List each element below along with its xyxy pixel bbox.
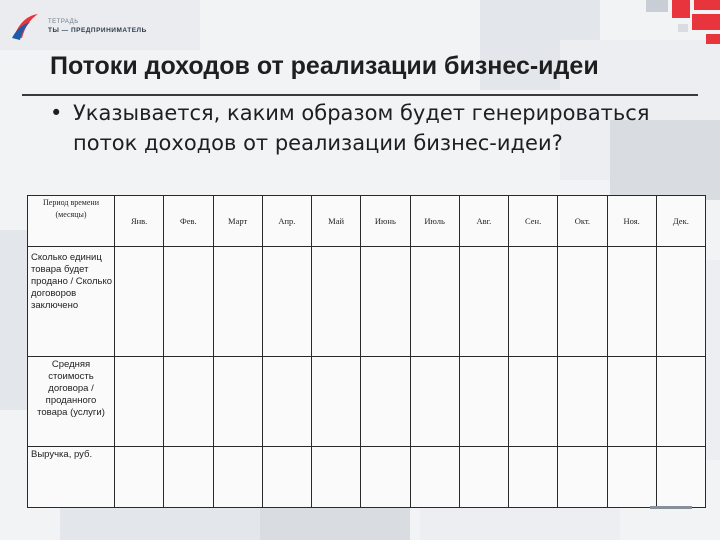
- month-header: Апр.: [262, 196, 311, 247]
- table-cell[interactable]: [509, 357, 558, 447]
- table-cell[interactable]: [213, 357, 262, 447]
- month-header: Май: [312, 196, 361, 247]
- table-cell[interactable]: [213, 247, 262, 357]
- table-row-revenue: [28, 447, 706, 508]
- bullet-point: [50, 98, 690, 158]
- table-cell[interactable]: [262, 447, 311, 508]
- bullet-text: Указывается, каким образом будет генерироваться поток доходов от реализации бизнес-идеи?: [73, 101, 650, 155]
- table-cell[interactable]: [164, 447, 213, 508]
- table-cell[interactable]: [607, 447, 656, 508]
- footer-accent-bar: [650, 506, 692, 509]
- table-row-average-price: [28, 357, 706, 447]
- slide-title: Потоки доходов от реализации бизнес-идеи: [50, 52, 599, 80]
- table-cell[interactable]: [115, 447, 164, 508]
- row-label: Сколько единиц товара будет продано / Сколько договоров заключено: [28, 247, 115, 357]
- table-cell[interactable]: [262, 247, 311, 357]
- revenue-table: [27, 195, 706, 508]
- corner-decoration: [560, 0, 720, 60]
- table-cell[interactable]: [459, 247, 508, 357]
- table-cell[interactable]: [656, 357, 705, 447]
- table-cell[interactable]: [115, 357, 164, 447]
- table-cell[interactable]: [312, 447, 361, 508]
- logo-text-main: ТЫ — ПРЕДПРИНИМАТЕЛЬ: [48, 27, 147, 34]
- month-header: Дек.: [656, 196, 705, 247]
- table-cell[interactable]: [410, 447, 459, 508]
- title-underline: [22, 94, 698, 96]
- month-header: Июль: [410, 196, 459, 247]
- table-cell[interactable]: [656, 447, 705, 508]
- table-cell[interactable]: [509, 447, 558, 508]
- table-row-units-sold: [28, 247, 706, 357]
- month-header: Март: [213, 196, 262, 247]
- bullet-dot-icon: •: [50, 101, 63, 125]
- table-cell[interactable]: [656, 247, 705, 357]
- month-header: Фев.: [164, 196, 213, 247]
- table-cell[interactable]: [115, 247, 164, 357]
- month-header: Ноя.: [607, 196, 656, 247]
- month-header: Янв.: [115, 196, 164, 247]
- table-header-row: [28, 196, 706, 247]
- table-cell[interactable]: [607, 247, 656, 357]
- logo: [10, 8, 160, 48]
- table-cell[interactable]: [410, 247, 459, 357]
- month-header: Сен.: [509, 196, 558, 247]
- month-header: Окт.: [558, 196, 607, 247]
- table-cell[interactable]: [213, 447, 262, 508]
- table-cell[interactable]: [509, 247, 558, 357]
- table-cell[interactable]: [361, 447, 410, 508]
- table-cell[interactable]: [558, 247, 607, 357]
- table-cell[interactable]: [459, 447, 508, 508]
- logo-text-top: ТЕТРАДЬ: [48, 19, 79, 25]
- month-header: Июнь: [361, 196, 410, 247]
- logo-mark-icon: [10, 10, 40, 42]
- table-cell[interactable]: [312, 357, 361, 447]
- row-label: Выручка, руб.: [28, 447, 115, 508]
- table-cell[interactable]: [459, 357, 508, 447]
- table-cell[interactable]: [262, 357, 311, 447]
- table-cell[interactable]: [361, 247, 410, 357]
- period-header: Период времени (месяцы): [28, 196, 115, 247]
- row-label: Средняя стоимость договора / проданного товара (услуги): [28, 357, 115, 447]
- table-cell[interactable]: [164, 247, 213, 357]
- table-cell[interactable]: [410, 357, 459, 447]
- month-header: Авг.: [459, 196, 508, 247]
- table-cell[interactable]: [164, 357, 213, 447]
- table-cell[interactable]: [558, 447, 607, 508]
- table-cell[interactable]: [558, 357, 607, 447]
- table-cell[interactable]: [312, 247, 361, 357]
- table-cell[interactable]: [361, 357, 410, 447]
- table-cell[interactable]: [607, 357, 656, 447]
